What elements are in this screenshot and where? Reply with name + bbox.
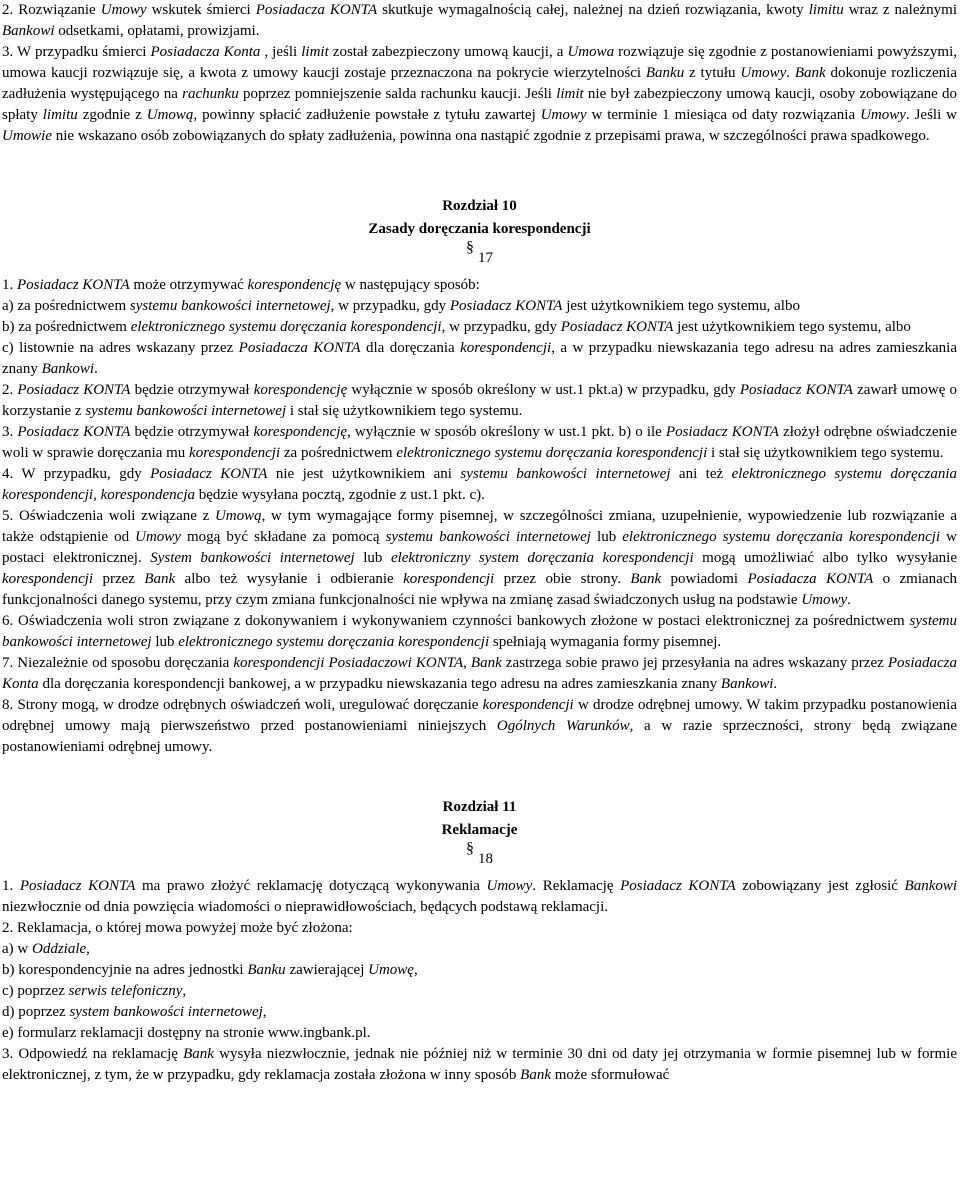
text-run: jest użytkownikiem tego systemu, albo [673, 319, 911, 335]
intro-paragraphs [2, 0, 957, 147]
text-run: , w przypadku, gdy [441, 319, 561, 335]
ch10-paragraph [2, 464, 957, 506]
text-run: może sformułować [550, 1067, 670, 1083]
section-sign: § [466, 239, 474, 256]
emphasized-term: korespondencji [460, 340, 552, 356]
ch11-paragraph [2, 960, 957, 981]
emphasized-term: limitu [42, 107, 78, 123]
text-run: i stał się użytkownikiem tego systemu. [707, 445, 944, 461]
emphasized-term: Bank [470, 655, 502, 671]
section-sign: § [466, 840, 474, 857]
ch11-paragraph [2, 918, 957, 939]
emphasized-term: korespondencji [189, 445, 281, 461]
ch10-paragraph [2, 380, 957, 422]
text-run: . [94, 361, 98, 377]
emphasized-term: Posiadacz KONTA [449, 298, 563, 314]
emphasized-term: Bankowi [720, 676, 774, 692]
text-run: będzie otrzymywał [130, 382, 254, 398]
ch10-paragraph [2, 611, 957, 653]
text-run: ma prawo złożyć reklamację dotyczącą wykonywania [135, 878, 487, 894]
text-run: dla doręczania korespondencji bankowej, a w przypadku niewskazania tego adresu na adres zamieszkania znany [38, 676, 721, 692]
emphasized-term: Umową [214, 508, 262, 524]
text-run: w postaci elektronicznej. [2, 529, 957, 566]
emphasized-term: system bankowości internetowej [69, 1004, 263, 1020]
emphasized-term: Umowy [540, 107, 587, 123]
text-run: w następujący sposób: [341, 277, 480, 293]
emphasized-term: Posiadacz KONTA [17, 424, 131, 440]
emphasized-term: Posiadacza KONTA [238, 340, 361, 356]
text-run: 2. Reklamacja, o której mowa powyżej może być złożona: [2, 920, 353, 936]
text-run: 3. Odpowiedź na reklamację [2, 1046, 184, 1062]
text-run: odsetkami, opłatami, prowizjami. [54, 23, 260, 39]
text-run: będzie otrzymywał [130, 424, 254, 440]
text-run: zawierającej [285, 962, 369, 978]
text-run: lub [151, 634, 179, 650]
chapter-10-title: Rozdział 10 [442, 198, 517, 214]
text-run: c) listownie na adres wskazany przez [2, 340, 239, 356]
emphasized-term: Bank [183, 1046, 214, 1062]
text-run: przez obie strony. [494, 571, 631, 587]
ch10-paragraph [2, 695, 957, 758]
emphasized-term: Oddziale [32, 941, 87, 957]
emphasized-term: Umowy [860, 107, 906, 123]
emphasized-term: Bank [520, 1067, 551, 1083]
ch11-paragraph [2, 1002, 957, 1023]
text-run: nie był zabezpieczony umową kaucji, osoby zobowiązane do spłaty [2, 86, 957, 123]
ch11-paragraph [2, 876, 957, 918]
emphasized-term: Bankowi [904, 878, 958, 894]
text-run: , jeśli [260, 44, 302, 60]
text-run: , [463, 655, 471, 671]
text-run: niezwłocznie od dnia powzięcia wiadomości o nieprawidłowościach, będących podstawą reklamacji. [2, 899, 609, 915]
section-17-heading [2, 239, 957, 270]
emphasized-term: Umowie [2, 128, 52, 144]
emphasized-term: rachunku [182, 86, 239, 102]
text-run: złożył odrębne oświadczenie woli w sprawie doręczania mu [2, 424, 958, 461]
emphasized-term: elektronicznego systemu doręczania korespondencji [622, 529, 941, 545]
text-run: z tytułu [684, 65, 741, 81]
emphasized-term: limitu [808, 2, 844, 18]
emphasized-term: serwis telefoniczny [68, 983, 183, 999]
text-run: zawarł umowę o korzystanie z [2, 382, 957, 419]
text-run: a) za pośrednictwem [2, 298, 130, 314]
emphasized-term: Bank [630, 571, 662, 587]
text-run: mogą być składane za pomocą [180, 529, 386, 545]
text-run: spełniają wymagania formy pisemnej. [489, 634, 722, 650]
emphasized-term: systemu bankowości internetowej [2, 613, 957, 650]
emphasized-term: Posiadacz KONTA [17, 277, 130, 293]
emphasized-term: systemu bankowości internetowej [85, 403, 287, 419]
text-run: dokonuje rozliczenia zadłużenia występującego na [2, 65, 957, 102]
text-run: , a w razie sprzeczności, strony będą związane postanowieniami odrębnej umowy. [2, 718, 957, 755]
emphasized-term: Posiadacz KONTA [739, 382, 853, 398]
emphasized-term: elektroniczny system doręczania korespondencji [390, 550, 694, 566]
text-run: lub [354, 550, 391, 566]
text-run: . Reklamację [532, 878, 621, 894]
text-run: 7. Niezależnie od sposobu doręczania [2, 655, 234, 671]
emphasized-term: Banku [645, 65, 685, 81]
text-run: , powinny spłacić zadłużenie powstałe z tytułu zawartej [193, 107, 541, 123]
emphasized-term: Posiadacz KONTA [19, 878, 136, 894]
text-run: , [93, 487, 101, 503]
text-run: 3. W przypadku śmierci [2, 44, 151, 60]
emphasized-term: Posiadacza Konta [2, 655, 957, 692]
emphasized-term: Bank [794, 65, 826, 81]
text-run: c) poprzez [2, 983, 69, 999]
text-run: , wyłącznie w sposób określony w ust.1 pkt. b) o ile [347, 424, 666, 440]
section-number: 17 [478, 250, 493, 266]
emphasized-term: Posiadacz KONTA [560, 319, 674, 335]
emphasized-term: Posiadacza Konta [150, 44, 261, 60]
text-run: powiadomi [661, 571, 748, 587]
text-run: nie wskazano osób zobowiązanych do spłaty zadłużenia, powinna ona nastąpić zgodnie z przepisami prawa, w szczególności prawa spadkowego. [52, 128, 930, 144]
emphasized-term: korespondencję [247, 277, 342, 293]
emphasized-term: Umowy [801, 592, 848, 608]
emphasized-term: Umowy [740, 65, 787, 81]
ch10-paragraph [2, 317, 957, 338]
text-run: 4. W przypadku, gdy [2, 466, 151, 482]
emphasized-term: Posiadacz KONTA [17, 382, 131, 398]
text-run: 2. [2, 382, 18, 398]
emphasized-term: korespondencję [253, 382, 348, 398]
emphasized-term: Banku [247, 962, 286, 978]
section-18-heading [2, 840, 957, 871]
text-run: , [413, 962, 418, 978]
chapter-11-title: Rozdział 11 [442, 799, 517, 815]
text-run: . Jeśli w [905, 107, 958, 123]
emphasized-term: Umową [146, 107, 194, 123]
emphasized-term: systemu bankowości internetowej [129, 298, 331, 314]
chapter-11-subtitle: Reklamacje [441, 822, 518, 838]
text-run: , [262, 1004, 267, 1020]
text-run: 6. Oświadczenia woli stron związane z dokonywaniem i wykonywaniem czynności bankowych złożone w postaci elektronicznej za pośrednictwem [2, 613, 910, 629]
ch10-paragraph [2, 506, 957, 611]
text-run: . [847, 592, 851, 608]
text-run: , w przypadku, gdy [330, 298, 450, 314]
emphasized-term: elektronicznego systemu doręczania korespondencji [396, 445, 708, 461]
text-run: 1. [2, 277, 17, 293]
ch10-paragraph [2, 275, 957, 296]
text-run: rozwiązuje się zgodnie z postanowieniami powyższymi, umowa kaucji rozwiązuje się, a kwota z umowy kaucji zostaje przeznaczona na pokrycie wierzytelności [2, 44, 957, 81]
emphasized-term: Umowa [567, 44, 615, 60]
text-run: zastrzega sobie prawo jej przesyłania na adres wskazany przez [501, 655, 888, 671]
text-run: 3. [2, 424, 18, 440]
emphasized-term: korespondencji Posiadaczowi KONTA [233, 655, 464, 671]
chapter-10-subtitle: Zasady doręczania korespondencji [368, 221, 591, 237]
text-run: 8. Strony mogą, w drodze odrębnych oświadczeń woli, uregulować doręczanie [2, 697, 483, 713]
emphasized-term: korespondencji [482, 697, 574, 713]
text-run: wyłącznie w sposób określony w ust.1 pkt.a) w przypadku, gdy [347, 382, 740, 398]
text-run: b) za pośrednictwem [2, 319, 131, 335]
emphasized-term: Umowy [135, 529, 181, 545]
text-run: d) poprzez [2, 1004, 70, 1020]
text-run: skutkuje wymagalnością całej, należnej na dzień rozwiązania, kwoty [377, 2, 809, 18]
emphasized-term: korespondencję [253, 424, 348, 440]
text-run: wraz z należnymi [843, 2, 957, 18]
emphasized-term: Umowę [368, 962, 414, 978]
emphasized-term: Umowy [486, 878, 533, 894]
text-run: za pośrednictwem [280, 445, 397, 461]
text-run: w terminie 1 miesiąca od daty rozwiązania [586, 107, 861, 123]
ch10-paragraph [2, 338, 957, 380]
emphasized-term: korespondencji [403, 571, 495, 587]
emphasized-term: Bankowi [2, 23, 55, 39]
text-run: i stał się użytkownikiem tego systemu. [286, 403, 523, 419]
chapter-11-body [2, 876, 957, 1086]
text-run: . [786, 65, 795, 81]
text-run: został zabezpieczony umową kaucji, a [328, 44, 568, 60]
text-run: jest użytkownikiem tego systemu, albo [562, 298, 800, 314]
text-run: , [182, 983, 187, 999]
text-run: poprzez pomniejszenie salda rachunku kaucji. Jeśli [238, 86, 557, 102]
text-run: mogą umożliwiać albo tylko wysyłanie [693, 550, 957, 566]
text-run: 2. Rozwiązanie [2, 2, 101, 18]
ch11-paragraph [2, 1044, 957, 1086]
text-run: zobowiązany jest zgłosić [735, 878, 905, 894]
emphasized-term: Posiadacz KONTA [665, 424, 779, 440]
emphasized-term: systemu bankowości internetowej [385, 529, 591, 545]
chapter-10-body [2, 275, 957, 758]
emphasized-term: Posiadacz KONTA [150, 466, 268, 482]
emphasized-term: korespondencji [2, 571, 94, 587]
emphasized-term: System bankowości internetowej [150, 550, 355, 566]
section-number: 18 [478, 851, 493, 867]
intro-paragraph [2, 0, 957, 42]
emphasized-term: Bank [144, 571, 176, 587]
emphasized-term: Ogólnych Warunków [496, 718, 630, 734]
text-run: w drodze odrębnej umowy. W takim przypadku postanowienia odrębnej umowy mają pierwszeństwo przed postanowieniami niniejszych [2, 697, 957, 734]
text-run: , a w przypadku niewskazania tego adresu na adres zamieszkania znany [2, 340, 957, 377]
emphasized-term: limit [301, 44, 329, 60]
text-run: nie jest użytkownikiem ani [267, 466, 461, 482]
ch10-paragraph [2, 653, 957, 695]
text-run: ani też [670, 466, 732, 482]
emphasized-term: elektronicznego systemu doręczania korespondencji [130, 319, 442, 335]
text-run: albo też wysyłanie i odbieranie [175, 571, 404, 587]
intro-paragraph [2, 42, 957, 147]
text-run: b) korespondencyjnie na adres jednostki [2, 962, 248, 978]
ch10-paragraph [2, 422, 957, 464]
emphasized-term: Umowy [100, 2, 147, 18]
text-run: wskutek śmierci [146, 2, 256, 18]
text-run: będzie wysyłana pocztą, zgodnie z ust.1 pkt. c). [195, 487, 485, 503]
emphasized-term: elektronicznego systemu doręczania korespondencji [178, 634, 490, 650]
emphasized-term: Posiadacza KONTA [747, 571, 874, 587]
text-run: przez [93, 571, 145, 587]
text-run: 5. Oświadczenia woli związane z [2, 508, 215, 524]
ch11-paragraph [2, 981, 957, 1002]
text-run: wysyła niezwłocznie, jednak nie później niż w terminie 30 dni od daty jej otrzymania w formie pisemnej lub w formie elektronicznej, z tym, że w przypadku, gdy reklamacja została złożona w inny sposób [2, 1046, 958, 1083]
emphasized-term: systemu bankowości internetowej [460, 466, 671, 482]
text-run: e) formularz reklamacji dostępny na stronie www.ingbank.pl. [2, 1025, 371, 1041]
emphasized-term: Posiadacz KONTA [620, 878, 736, 894]
text-run: dla doręczania [360, 340, 461, 356]
text-run: , w tym wymagające formy pisemnej, w szczególności zmiana, uzupełnienie, wypowiedzenie lub rozwiązanie a także odstąpienie od [2, 508, 957, 545]
ch11-paragraph [2, 1023, 957, 1044]
text-run: zgodnie z [77, 107, 147, 123]
text-run: . [773, 676, 778, 692]
text-run: a) w [2, 941, 32, 957]
emphasized-term: elektronicznego systemu doręczania korespondencji [2, 466, 957, 503]
emphasized-term: limit [556, 86, 584, 102]
text-run: o zmianach funkcjonalności danego systemu, przy czym zmiana funkcjonalności nie wpływa na zmianę zasad świadczonych usług na podstawie [2, 571, 957, 608]
emphasized-term: Posiadacza KONTA [255, 2, 378, 18]
text-run: 1. [2, 878, 20, 894]
text-run: lub [590, 529, 623, 545]
text-run: może otrzymywać [129, 277, 248, 293]
emphasized-term: korespondencja [100, 487, 196, 503]
emphasized-term: Bankowi [41, 361, 95, 377]
text-run: , [86, 941, 90, 957]
ch10-paragraph [2, 296, 957, 317]
ch11-paragraph [2, 939, 957, 960]
